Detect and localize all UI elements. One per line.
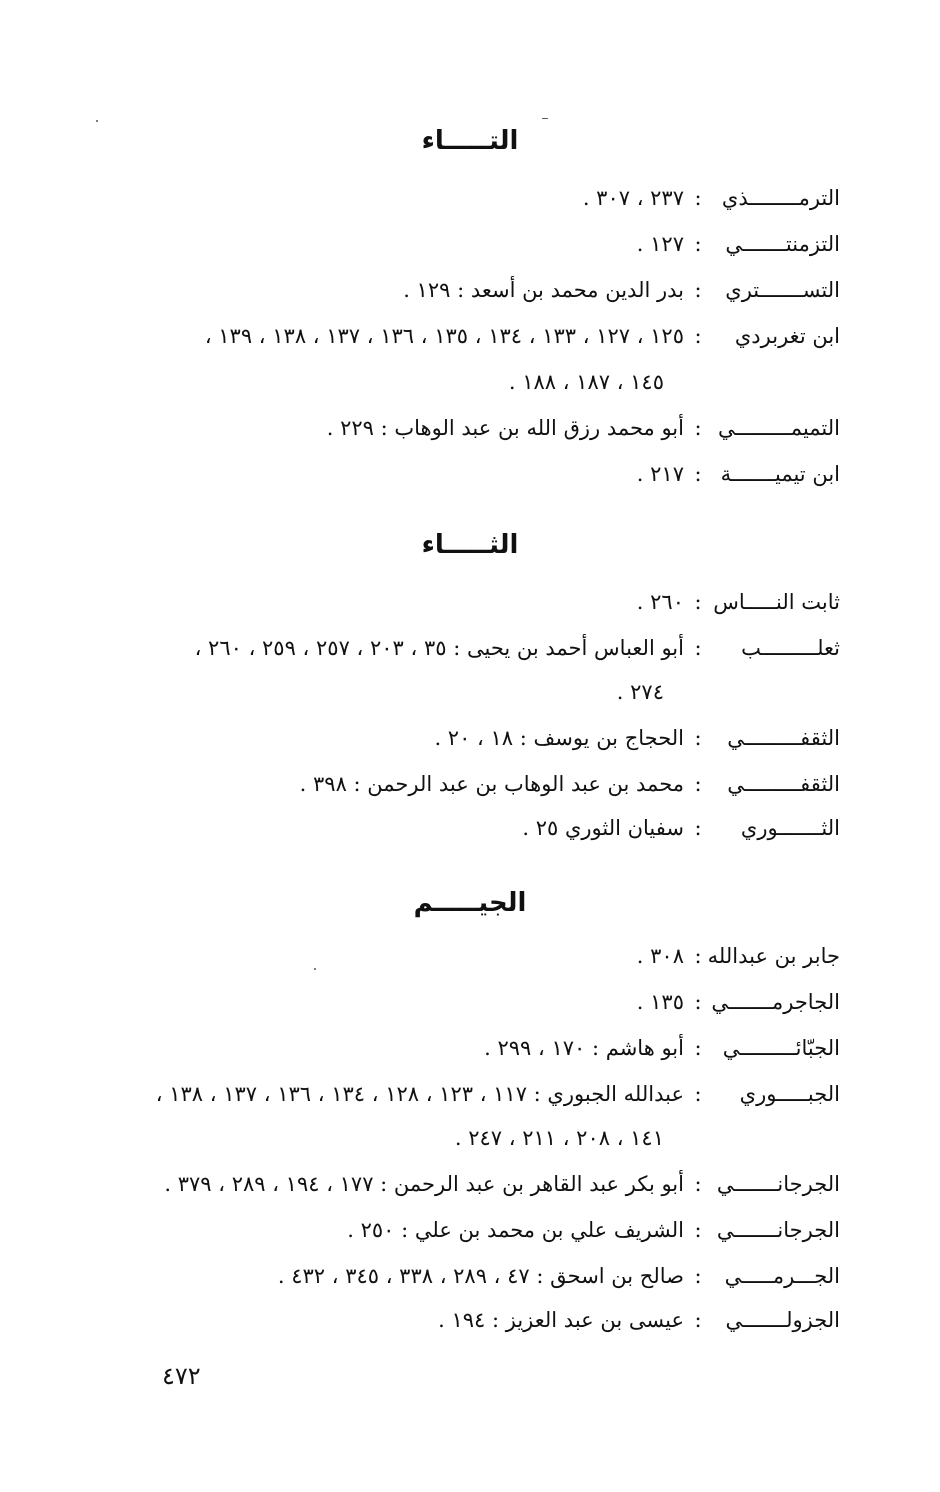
entry-name: الترمــــــــذي (721, 186, 840, 210)
index-entry (80, 184, 840, 212)
separator: : (694, 816, 702, 840)
entry-text: بدر الدين محمد بن أسعد : ١٢٩ . (403, 278, 684, 302)
index-entry (80, 276, 840, 304)
separator: : (694, 416, 702, 440)
separator: : (694, 590, 702, 614)
scan-speck (96, 120, 98, 122)
entry-name: الجرجانـــــــي (716, 1172, 840, 1196)
scan-speck (314, 968, 316, 970)
index-entry (80, 1170, 840, 1198)
index-entry (80, 814, 840, 842)
entry-text: ١٢٥ ، ١٢٧ ، ١٣٣ ، ١٣٤ ، ١٣٥ ، ١٣٦ ، ١٣٧ ، ١٣٨ ، ١٣٩ ، (204, 324, 684, 348)
entry-text: ٢١٧ . (636, 462, 684, 486)
entry-name: الجبّائـــــــــي (722, 1036, 840, 1060)
section-heading-jim: الجيـــــم (413, 888, 527, 918)
entry-name: التســـــــتري (725, 278, 840, 302)
index-entry (80, 724, 840, 752)
index-entry (80, 1080, 840, 1108)
entry-name: الثقفـــــــــي (727, 772, 840, 796)
entry-name: جابر بن عبدالله (707, 944, 840, 968)
separator: : (694, 1036, 702, 1060)
separator: : (694, 1264, 702, 1288)
separator: : (694, 726, 702, 750)
index-entry (80, 588, 840, 616)
separator: : (694, 944, 702, 968)
entry-name: ثابت النـــــاس (713, 590, 840, 614)
entry-name: التزمنتـــــــي (725, 232, 840, 256)
entry-text: صالح بن اسحق : ٤٧ ، ٢٨٩ ، ٣٣٨ ، ٣٤٥ ، ٤٣٢ . (277, 1264, 684, 1288)
entry-text: ٣٠٨ . (636, 944, 684, 968)
entry-text: محمد بن عبد الوهاب بن عبد الرحمن : ٣٩٨ . (299, 772, 684, 796)
entry-name: الثقفـــــــــي (727, 726, 840, 750)
separator: : (694, 1218, 702, 1242)
entry-name: الجـــرمـــــي (724, 1264, 840, 1288)
entry-text: عيسى بن عبد العزيز : ١٩٤ . (438, 1308, 684, 1332)
entry-name: الجرجانـــــــي (716, 1218, 840, 1242)
entry-name: الثـــــــوري (740, 816, 840, 840)
entry-text: أبو بكر عبد القاهر بن عبد الرحمن : ١٧٧ ، ١٩٤ ، ٢٨٩ ، ٣٧٩ . (164, 1172, 684, 1196)
separator: : (694, 636, 702, 660)
separator: : (694, 186, 702, 210)
separator: : (694, 462, 702, 486)
entry-name: ثعلـــــــــب (741, 636, 840, 660)
index-entry (80, 1262, 840, 1290)
index-entry (80, 414, 840, 442)
entry-name: ابن تغربردي (734, 324, 840, 348)
entry-text: الشريف علي بن محمد بن علي : ٢٥٠ . (347, 1218, 684, 1242)
entry-name: الجزولـــــــي (725, 1308, 840, 1332)
entry-name: التميمـــــــــي (717, 416, 840, 440)
separator: : (694, 232, 702, 256)
separator: : (694, 1082, 702, 1106)
entry-text: ١٢٧ . (636, 232, 684, 256)
entry-text: ١٣٥ . (636, 990, 684, 1014)
index-entry (80, 770, 840, 798)
separator: : (694, 990, 702, 1014)
index-entry (80, 942, 840, 970)
index-entry (80, 1034, 840, 1062)
entry-name: الجبـــــوري (739, 1082, 840, 1106)
index-entry (80, 988, 840, 1016)
entry-name: الجاجرمـــــــي (711, 990, 840, 1014)
entry-text: عبدالله الجبوري : ١١٧ ، ١٢٣ ، ١٢٨ ، ١٣٤ ، ١٣٦ ، ١٣٧ ، ١٣٨ ، (155, 1082, 684, 1106)
entry-text: ٢٦٠ . (636, 590, 684, 614)
section-heading-thaa: الثـــــاء (421, 530, 519, 560)
index-entry (80, 634, 840, 662)
entry-continuation: ١٤٥ ، ١٨٧ ، ١٨٨ . (508, 370, 664, 394)
entry-text: أبو العباس أحمد بن يحيى : ٣٥ ، ٢٠٣ ، ٢٥٧ ، ٢٥٩ ، ٢٦٠ ، (194, 636, 684, 660)
separator: : (694, 772, 702, 796)
index-entry (80, 230, 840, 258)
entry-continuation: ١٤١ ، ٢٠٨ ، ٢١١ ، ٢٤٧ . (454, 1126, 664, 1150)
entry-text: أبو محمد رزق الله بن عبد الوهاب : ٢٢٩ . (326, 416, 684, 440)
page-number: ٤٧٢ (162, 1362, 201, 1390)
separator: : (694, 1172, 702, 1196)
entry-text: ٢٣٧ ، ٣٠٧ . (582, 186, 684, 210)
entry-text: الحجاج بن يوسف : ١٨ ، ٢٠ . (434, 726, 684, 750)
entry-text: سفيان الثوري ٢٥ . (522, 816, 684, 840)
entry-name: ابن تيميـــــــة (720, 462, 840, 486)
section-heading-taa: التـــــاء (421, 126, 519, 156)
index-entry (80, 1306, 840, 1334)
entry-text: أبو هاشم : ١٧٠ ، ٢٩٩ . (484, 1036, 684, 1060)
index-entry (80, 322, 840, 350)
separator: : (694, 278, 702, 302)
separator: : (694, 324, 702, 348)
separator: : (694, 1308, 702, 1332)
index-entry (80, 1216, 840, 1244)
entry-continuation: ٢٧٤ . (616, 680, 664, 704)
scan-speck (542, 118, 548, 119)
index-entry (80, 460, 840, 488)
